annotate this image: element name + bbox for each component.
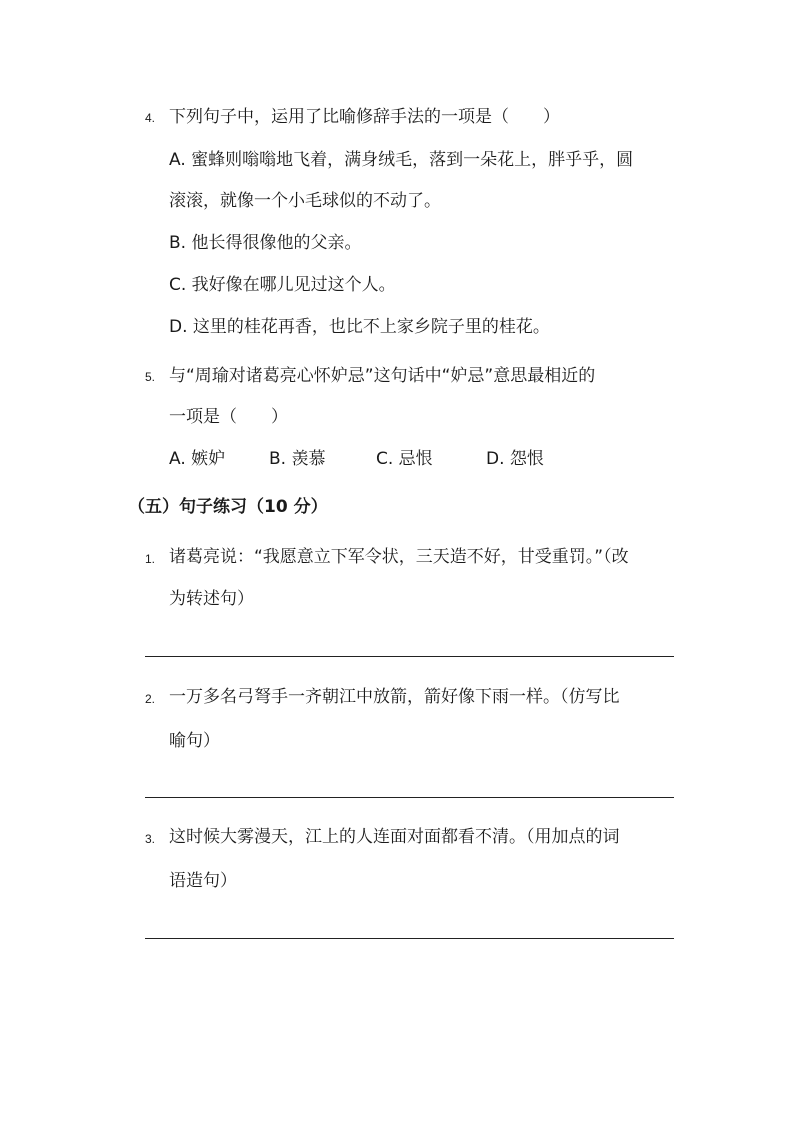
item-1-line1: 诸葛亮说：“我愿意立下军令状，三天造不好，甘受重罚。”（改 xyxy=(169,547,629,567)
option-b: B. 羡慕 xyxy=(269,449,326,469)
option-c: C. 我好像在哪儿见过这个人。 xyxy=(169,275,396,295)
answer-line-3[interactable] xyxy=(145,938,674,939)
question-number: 5. xyxy=(145,370,156,384)
item-3-line1: 这时候大雾漫天，江上的人连面对面都看不清。（用加点的词 xyxy=(169,827,620,847)
item-1-line2: 为转述句） xyxy=(169,589,254,609)
item-3-line2: 语造句） xyxy=(169,871,237,891)
question-stem-line2: 一项是（ ） xyxy=(169,407,288,427)
answer-line-1[interactable] xyxy=(145,656,674,657)
option-d: D. 这里的桂花再香，也比不上家乡院子里的桂花。 xyxy=(169,317,550,337)
option-c: C. 忌恨 xyxy=(376,449,433,469)
question-number: 4. xyxy=(145,111,156,125)
option-b: B. 他长得很像他的父亲。 xyxy=(169,233,362,253)
item-2-line2: 喻句） xyxy=(169,731,220,751)
question-stem: 下列句子中，运用了比喻修辞手法的一项是（ ） xyxy=(169,107,560,127)
option-a-line2: 滚滚，就像一个小毛球似的不动了。 xyxy=(169,191,441,211)
answer-line-2[interactable] xyxy=(145,797,674,798)
option-d: D. 怨恨 xyxy=(486,449,544,469)
item-number: 2. xyxy=(145,692,156,706)
item-number: 1. xyxy=(145,552,156,566)
section-title: （五）句子练习（10 分） xyxy=(128,497,328,517)
question-stem-line1: 与“周瑜对诸葛亮心怀妒忌”这句话中“妒忌”意思最相近的 xyxy=(169,366,596,386)
item-number: 3. xyxy=(145,832,156,846)
item-2-line1: 一万多名弓弩手一齐朝江中放箭，箭好像下雨一样。（仿写比 xyxy=(169,687,620,707)
option-a: A. 嫉妒 xyxy=(169,449,226,469)
option-a-line1: A. 蜜蜂则嗡嗡地飞着，满身绒毛，落到一朵花上，胖乎乎，圆 xyxy=(169,150,634,170)
